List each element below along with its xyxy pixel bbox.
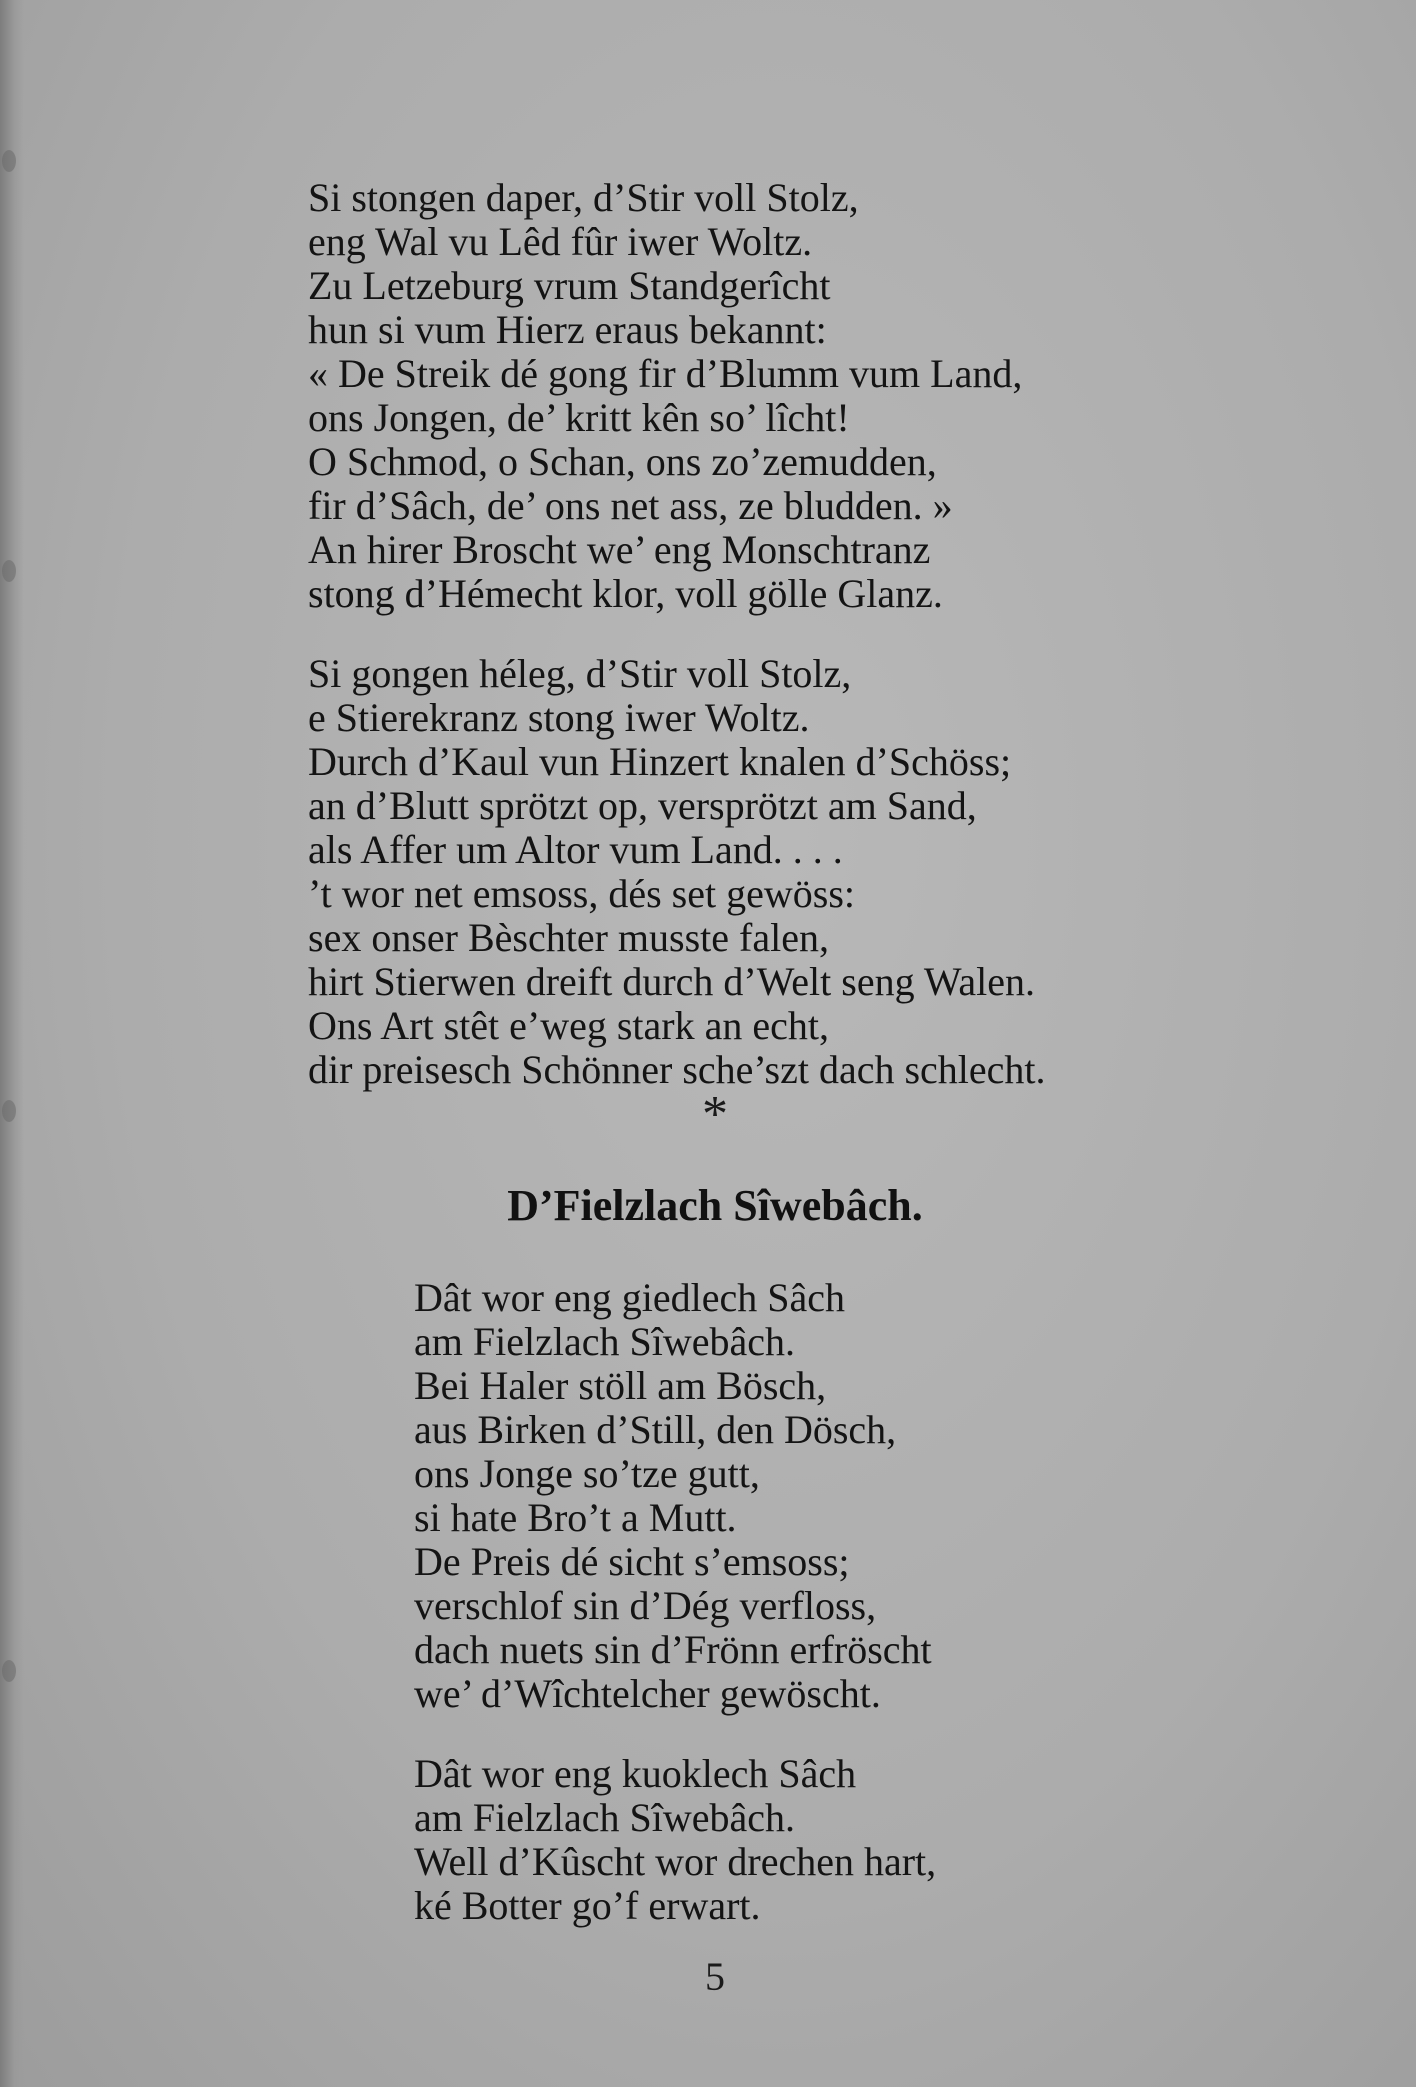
binding-mark bbox=[2, 1100, 16, 1122]
verse-line: Dât wor eng kuoklech Sâch bbox=[414, 1751, 857, 1796]
poem-title: D’Fielzlach Sîwebâch. bbox=[507, 1181, 923, 1230]
binding-mark bbox=[2, 1660, 16, 1682]
verse-line: ons Jongen, de’ kritt kên so’ lîcht! bbox=[308, 395, 850, 440]
page-number: 5 bbox=[705, 1954, 725, 1999]
verse-line: Dât wor eng giedlech Sâch bbox=[414, 1275, 845, 1320]
verse-line: hirt Stierwen dreift durch d’Welt seng Walen. bbox=[308, 959, 1036, 1004]
verse-line: Si stongen daper, d’Stir voll Stolz, bbox=[308, 175, 859, 220]
poem-continuation bbox=[308, 176, 1046, 1092]
verse-line: hun si vum Hierz eraus bekannt: bbox=[308, 307, 827, 352]
verse-line: stong d’Hémecht klor, voll gölle Glanz. bbox=[308, 571, 943, 616]
binding-mark bbox=[2, 150, 16, 172]
verse-line: fir d’Sâch, de’ ons net ass, ze bludden. » bbox=[308, 483, 953, 528]
verse-line: si hate Bro’t a Mutt. bbox=[414, 1495, 737, 1540]
stanza bbox=[308, 176, 1046, 616]
stanza-gap bbox=[308, 616, 1046, 652]
verse-line: verschlof sin d’Dég verfloss, bbox=[414, 1583, 877, 1628]
stanza-gap bbox=[414, 1716, 936, 1752]
poem-body bbox=[414, 1276, 936, 1928]
section-separator-asterisk: * bbox=[702, 1086, 728, 1143]
verse-line: Bei Haler stöll am Bösch, bbox=[414, 1363, 827, 1408]
verse-line: aus Birken d’Still, den Dösch, bbox=[414, 1407, 897, 1452]
binding-mark bbox=[2, 560, 16, 582]
stanza bbox=[414, 1276, 936, 1716]
verse-line: De Preis dé sicht s’emsoss; bbox=[414, 1539, 850, 1584]
verse-line: am Fielzlach Sîwebâch. bbox=[414, 1795, 795, 1840]
verse-line: sex onser Bèschter musste falen, bbox=[308, 915, 829, 960]
stanza bbox=[308, 652, 1046, 1092]
verse-line: Durch d’Kaul vun Hinzert knalen d’Schöss; bbox=[308, 739, 1012, 784]
verse-line: Well d’Kûscht wor drechen hart, bbox=[414, 1839, 937, 1884]
verse-line: ’t wor net emsoss, dés set gewöss: bbox=[308, 871, 855, 916]
verse-line: O Schmod, o Schan, ons zo’zemudden, bbox=[308, 439, 937, 484]
verse-line: An hirer Broscht we’ eng Monschtranz bbox=[308, 527, 931, 572]
verse-line: ons Jonge so’tze gutt, bbox=[414, 1451, 760, 1496]
verse-line: eng Wal vu Lêd fûr iwer Woltz. bbox=[308, 219, 813, 264]
verse-line: « De Streik dé gong fir d’Blumm vum Land, bbox=[308, 351, 1023, 396]
verse-line: Si gongen héleg, d’Stir voll Stolz, bbox=[308, 651, 852, 696]
verse-line: dach nuets sin d’Frönn erfröscht bbox=[414, 1627, 932, 1672]
verse-line: we’ d’Wîchtelcher gewöscht. bbox=[414, 1671, 881, 1716]
verse-line: Ons Art stêt e’weg stark an echt, bbox=[308, 1003, 829, 1048]
verse-line: dir preisesch Schönner sche’szt dach schlecht. bbox=[308, 1047, 1046, 1092]
verse-line: e Stierekranz stong iwer Woltz. bbox=[308, 695, 810, 740]
verse-line: am Fielzlach Sîwebâch. bbox=[414, 1319, 795, 1364]
stanza bbox=[414, 1752, 936, 1928]
verse-line: als Affer um Altor vum Land. . . . bbox=[308, 827, 843, 872]
verse-line: Zu Letzeburg vrum Standgerîcht bbox=[308, 263, 831, 308]
verse-line: an d’Blutt sprötzt op, versprötzt am Sand, bbox=[308, 783, 977, 828]
verse-line: ké Botter go’f erwart. bbox=[414, 1883, 761, 1928]
book-spine bbox=[0, 0, 24, 2087]
